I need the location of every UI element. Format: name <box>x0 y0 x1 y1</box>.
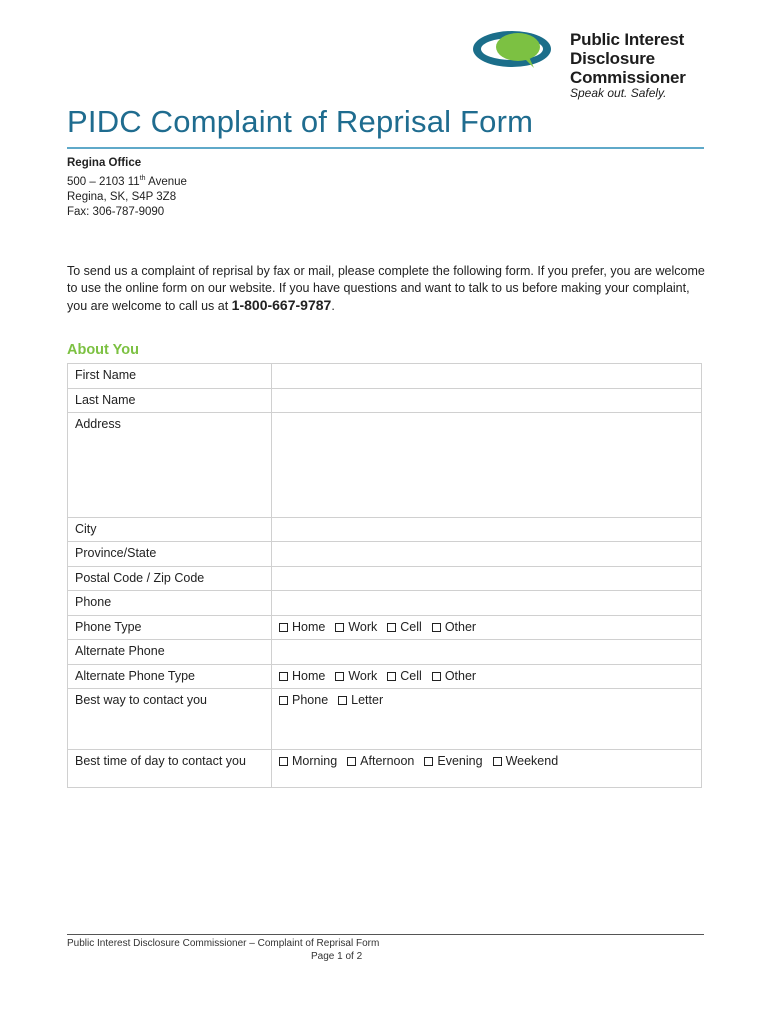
alt-phone-type-cell-checkbox[interactable]: Cell <box>387 669 422 683</box>
row-phone <box>68 591 702 616</box>
label-first-name: First Name <box>68 364 272 389</box>
best-time-afternoon-checkbox[interactable]: Afternoon <box>347 754 414 768</box>
row-city <box>68 518 702 542</box>
phone-type-work-checkbox[interactable]: Work <box>335 620 377 634</box>
pidc-logo <box>472 26 712 102</box>
phone-type-home-checkbox[interactable]: Home <box>279 620 325 634</box>
alternate-phone-field[interactable] <box>272 640 702 665</box>
last-name-field[interactable] <box>272 389 702 413</box>
best-time-options <box>272 750 702 788</box>
address-field[interactable] <box>272 413 702 518</box>
intro-paragraph: To send us a complaint of reprisal by fax or mail, please complete the following form. If you prefer, you are welcome to use the online form on our website. If you have questions and want to talk to us before making your complaint, you are welcome to call us at 1-800-667-9787. <box>67 264 705 313</box>
row-phone-type <box>68 616 702 640</box>
phone-type-options <box>272 616 702 640</box>
footer-divider <box>67 934 704 935</box>
checkbox-icon <box>335 623 344 632</box>
office-fax: Fax: 306-787-9090 <box>67 205 165 218</box>
checkbox-icon <box>279 696 288 705</box>
best-time-weekend-checkbox[interactable]: Weekend <box>493 754 559 768</box>
label-province: Province/State <box>68 542 272 567</box>
checkbox-icon <box>279 757 288 766</box>
alt-phone-type-other-checkbox[interactable]: Other <box>432 669 476 683</box>
label-postal-code: Postal Code / Zip Code <box>68 567 272 591</box>
alternate-phone-type-options <box>272 665 702 689</box>
row-best-way <box>68 689 702 750</box>
logo-tagline: Speak out. Safely. <box>570 86 667 100</box>
alt-phone-type-home-checkbox[interactable]: Home <box>279 669 325 683</box>
page-title: PIDC Complaint of Reprisal Form <box>67 104 534 139</box>
best-time-morning-checkbox[interactable]: Morning <box>279 754 337 768</box>
office-city: Regina, SK, S4P 3Z8 <box>67 190 177 203</box>
office-name: Regina Office <box>67 157 142 169</box>
row-alternate-phone-type <box>68 665 702 689</box>
row-first-name <box>68 364 702 389</box>
label-alternate-phone-type: Alternate Phone Type <box>68 665 272 689</box>
label-best-time: Best time of day to contact you <box>68 750 272 788</box>
checkbox-icon <box>279 623 288 632</box>
first-name-field[interactable] <box>272 364 702 389</box>
checkbox-icon <box>347 757 356 766</box>
checkbox-icon <box>432 623 441 632</box>
city-field[interactable] <box>272 518 702 542</box>
best-way-letter-checkbox[interactable]: Letter <box>338 693 383 707</box>
office-address <box>67 156 187 220</box>
speech-bubble-logo-icon <box>472 28 558 72</box>
checkbox-icon <box>493 757 502 766</box>
title-divider <box>67 147 704 149</box>
row-last-name <box>68 389 702 413</box>
about-you-form-table <box>67 363 702 788</box>
label-city: City <box>68 518 272 542</box>
checkbox-icon <box>338 696 347 705</box>
label-phone: Phone <box>68 591 272 616</box>
label-alternate-phone: Alternate Phone <box>68 640 272 665</box>
checkbox-icon <box>424 757 433 766</box>
logo-name: Public Interest Disclosure Commissioner <box>570 30 686 87</box>
row-address <box>68 413 702 518</box>
postal-code-field[interactable] <box>272 567 702 591</box>
best-way-phone-checkbox[interactable]: Phone <box>279 693 328 707</box>
checkbox-icon <box>432 672 441 681</box>
province-field[interactable] <box>272 542 702 567</box>
checkbox-icon <box>335 672 344 681</box>
checkbox-icon <box>279 672 288 681</box>
footer-text: Public Interest Disclosure Commissioner – Complaint of Reprisal Form <box>67 938 380 949</box>
checkbox-icon <box>387 672 396 681</box>
row-postal-code <box>68 567 702 591</box>
row-alternate-phone <box>68 640 702 665</box>
best-way-options <box>272 689 702 750</box>
label-last-name: Last Name <box>68 389 272 413</box>
phone-type-other-checkbox[interactable]: Other <box>432 620 476 634</box>
label-best-way: Best way to contact you <box>68 689 272 750</box>
best-time-evening-checkbox[interactable]: Evening <box>424 754 482 768</box>
contact-phone-number: 1-800-667-9787 <box>231 297 332 313</box>
section-title-about-you: About You <box>67 342 139 358</box>
page-number: Page 1 of 2 <box>311 951 363 962</box>
label-address: Address <box>68 413 272 518</box>
label-phone-type: Phone Type <box>68 616 272 640</box>
phone-type-cell-checkbox[interactable]: Cell <box>387 620 422 634</box>
office-street: 500 – 2103 11th Avenue <box>67 175 187 188</box>
checkbox-icon <box>387 623 396 632</box>
phone-field[interactable] <box>272 591 702 616</box>
row-best-time <box>68 750 702 788</box>
alt-phone-type-work-checkbox[interactable]: Work <box>335 669 377 683</box>
row-province <box>68 542 702 567</box>
